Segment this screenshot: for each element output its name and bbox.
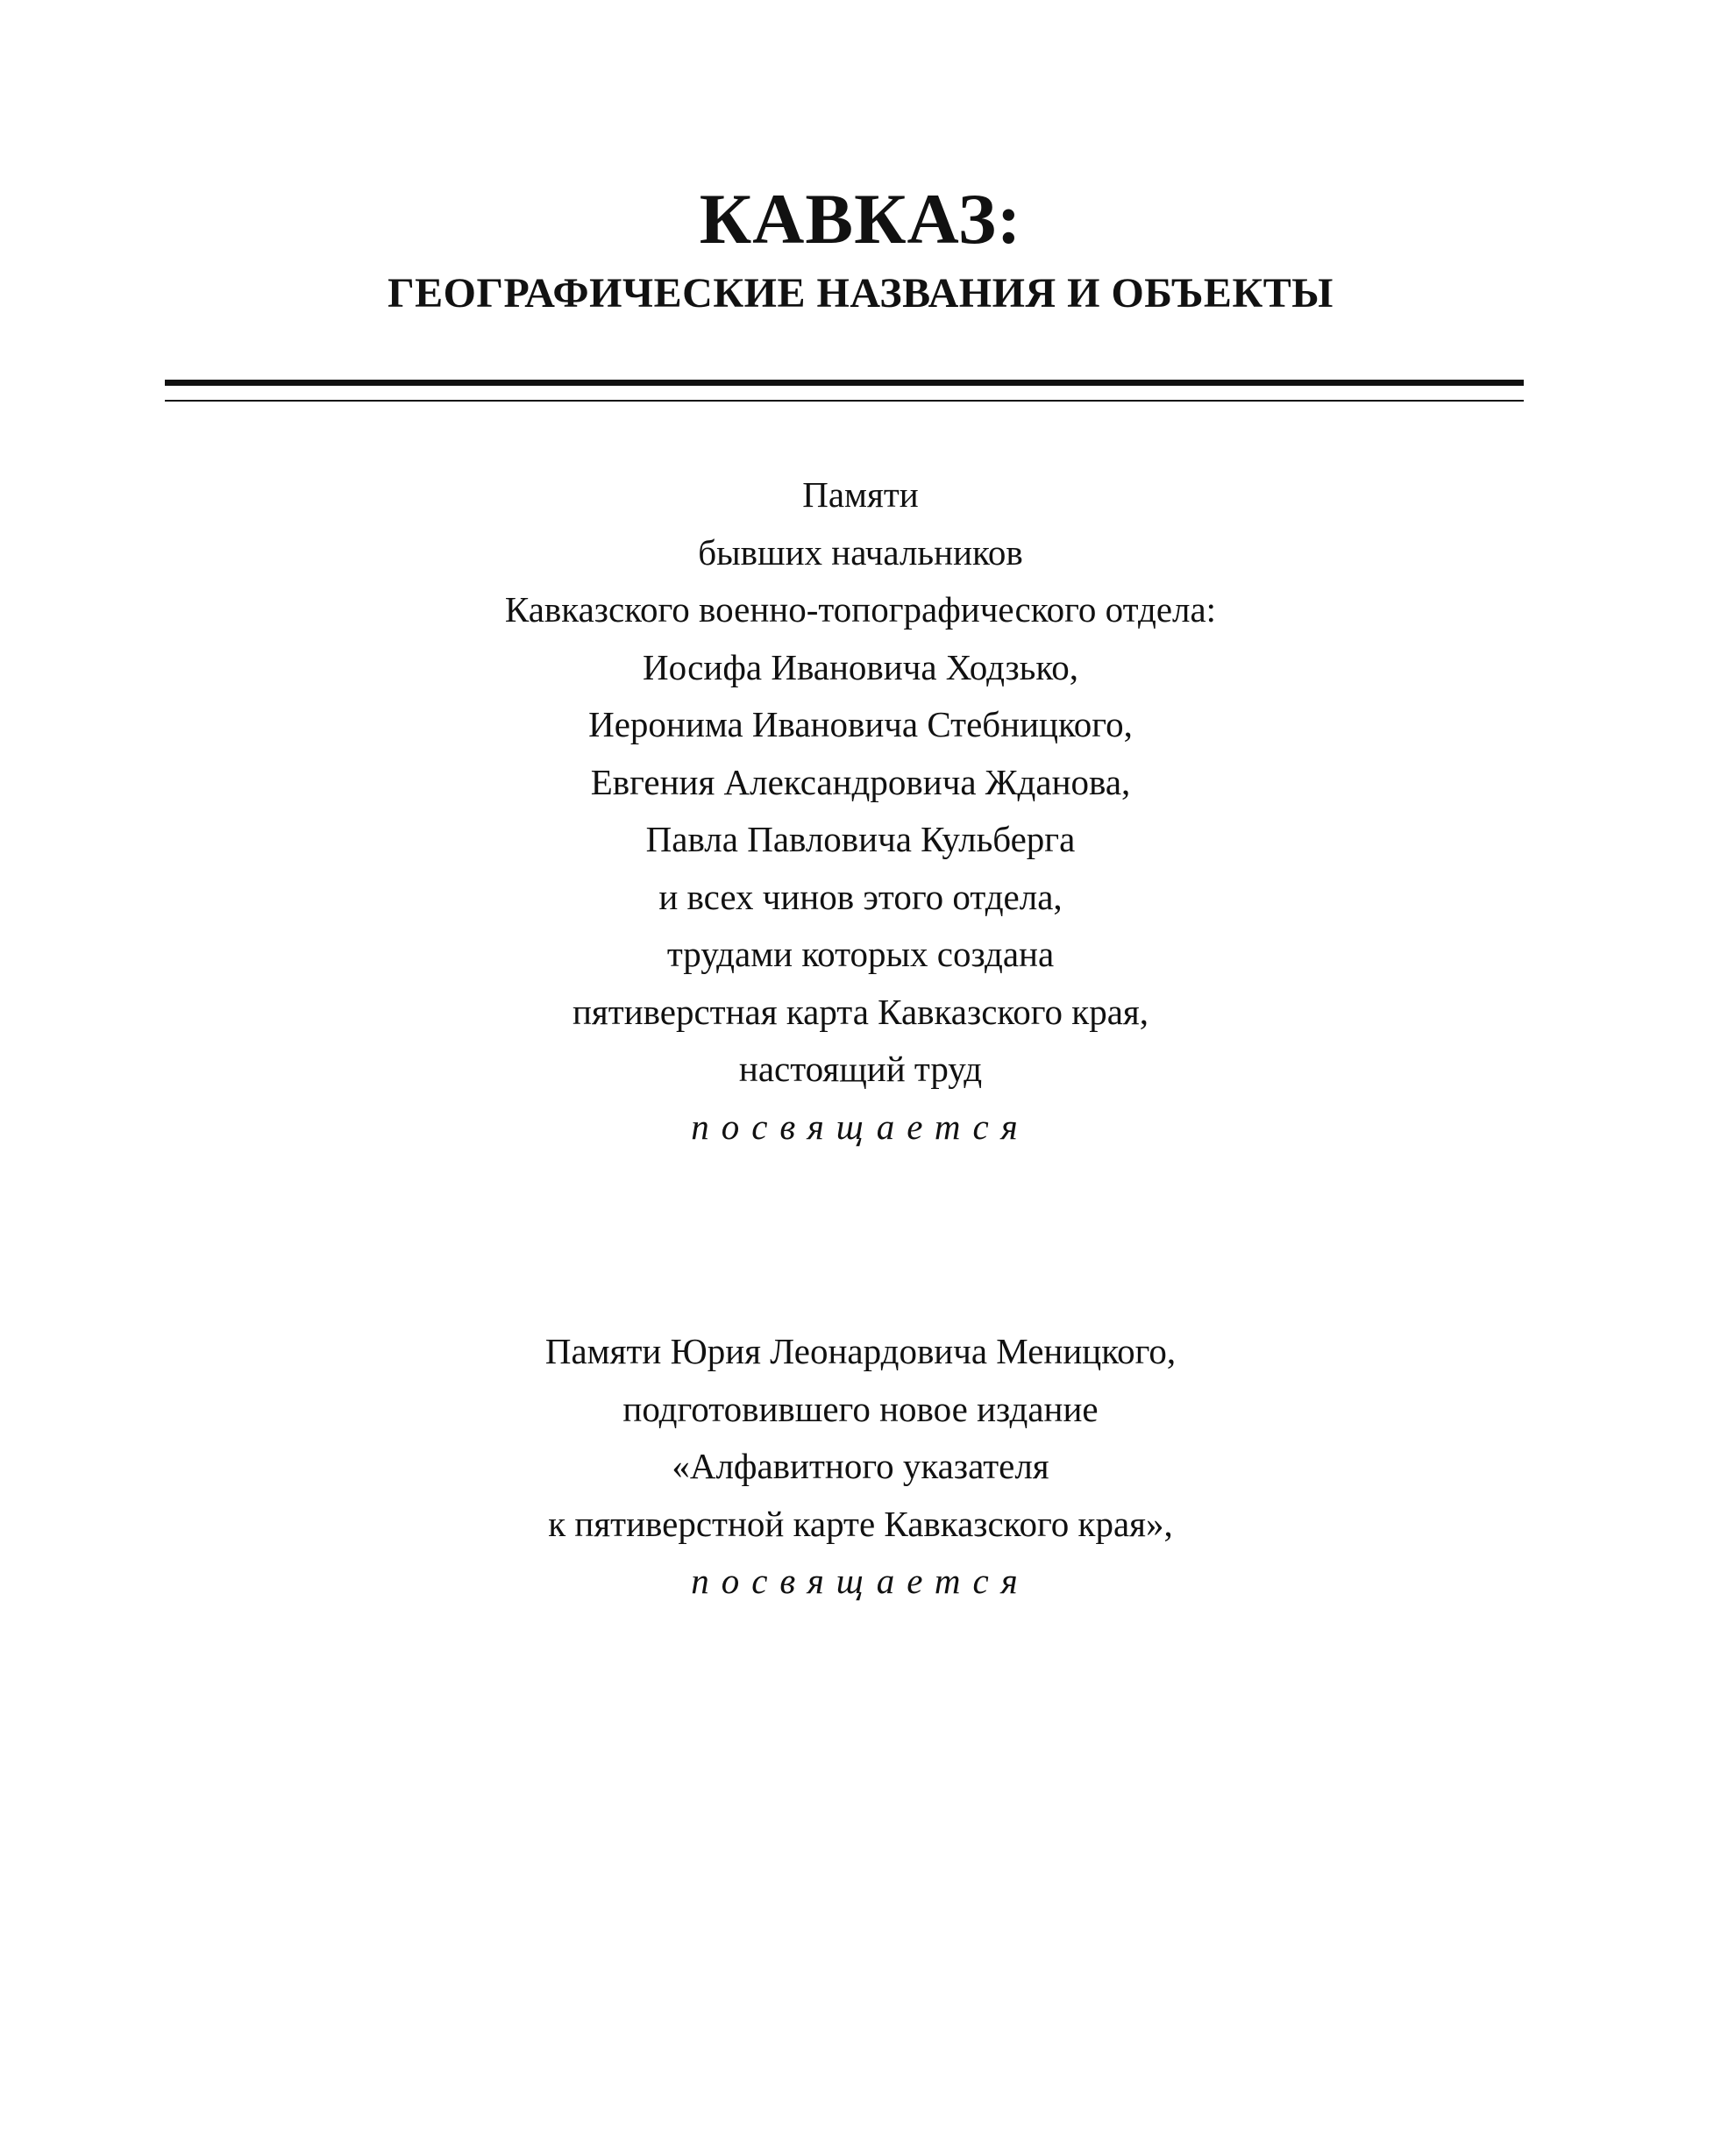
dedication-block-1 — [0, 466, 1721, 1156]
divider-thin — [165, 400, 1524, 402]
dedication-line: Иосифа Ивановича Ходзько, — [643, 646, 1078, 687]
dedication-line: Евгения Александровича Жданова, — [590, 761, 1131, 802]
dedication-line: Кавказского военно-топографического отдела: — [504, 589, 1217, 630]
dedication-line: к пятиверстной карте Кавказского края», — [548, 1503, 1173, 1544]
dedication-line: пятиверстная карта Кавказского края, — [572, 991, 1149, 1032]
dedication-line: трудами которых создана — [666, 934, 1055, 974]
dedication-line: и всех чинов этого отдела, — [658, 876, 1063, 917]
divider-thick — [165, 380, 1524, 386]
dedication-line: подготовившего новое издание — [622, 1388, 1099, 1429]
dedication-line: Памяти — [802, 474, 919, 515]
dedication-line: Иеронима Ивановича Стебницкого, — [588, 704, 1133, 744]
dedication-line: «Алфавитного указателя — [672, 1446, 1049, 1486]
dedication-closing: посвящается — [691, 1106, 1030, 1147]
dedication-line: бывших начальников — [698, 531, 1023, 573]
dedication-line: Павла Павловича Кульберга — [645, 819, 1076, 859]
page-title: КАВКАЗ: — [699, 179, 1022, 259]
dedication-block-2 — [0, 1323, 1721, 1611]
dedication-line: настоящий труд — [738, 1049, 983, 1089]
dedication-line: Памяти Юрия Леонардовича Меницкого, — [544, 1331, 1177, 1371]
dedication-closing: посвящается — [691, 1561, 1030, 1601]
page-subtitle: ГЕОГРАФИЧЕСКИЕ НАЗВАНИЯ И ОБЪЕКТЫ — [388, 270, 1333, 317]
